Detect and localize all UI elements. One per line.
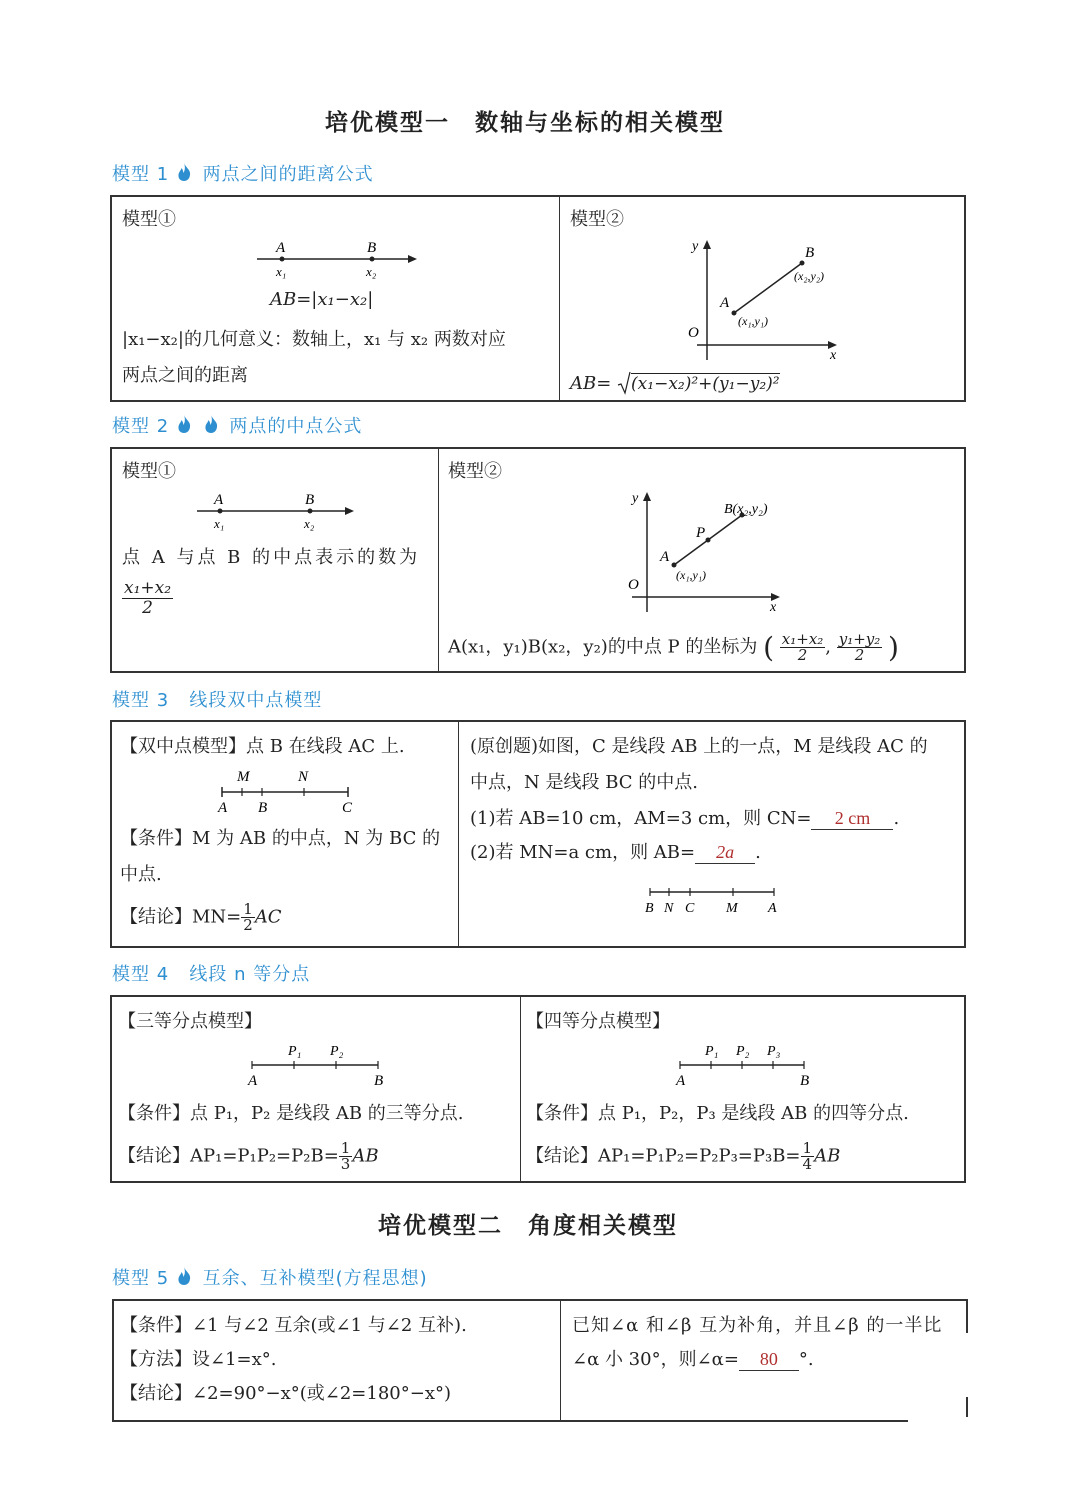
model-2-left-label: 模型① xyxy=(122,461,176,482)
model-3-title: 线段双中点模型 xyxy=(189,690,323,711)
model-1-right-label: 模型② xyxy=(570,209,624,230)
svg-text:A: A xyxy=(214,492,224,508)
svg-text:A: A xyxy=(660,549,670,565)
answer-blank-3[interactable]: 80 xyxy=(739,1349,799,1371)
svg-text:x₁: x₁ xyxy=(214,516,225,531)
svg-text:N: N xyxy=(298,769,309,785)
model-1-left-label: 模型① xyxy=(122,209,176,230)
segment-diagram xyxy=(212,766,362,816)
section-title-1: 培优模型一 数轴与坐标的相关模型 xyxy=(325,110,725,136)
svg-text:A: A xyxy=(218,800,228,816)
divider xyxy=(520,997,521,1181)
model-2-label: 模型 2 xyxy=(112,416,170,437)
model-3-box xyxy=(110,720,966,948)
model-4-label: 模型 4 xyxy=(112,964,170,985)
model-4-box xyxy=(110,995,966,1183)
model-5-label: 模型 5 xyxy=(112,1268,170,1289)
svg-text:C: C xyxy=(342,800,353,816)
answer-blank-2[interactable]: 2a xyxy=(695,842,755,864)
flame-icon xyxy=(176,1266,192,1291)
svg-text:B(x₂,y₂): B(x₂,y₂) xyxy=(724,502,768,517)
svg-text:(x₁,y₁): (x₁,y₁) xyxy=(676,568,706,582)
svg-text:A: A xyxy=(676,1073,686,1087)
svg-text:M: M xyxy=(726,901,738,916)
coordinate-diagram xyxy=(612,487,802,617)
divider xyxy=(438,449,439,671)
exercise-line-1: (原创题)如图，C 是线段 AB 上的一点，M 是线段 AC 的 xyxy=(470,736,928,757)
double-midpoint-condition-1: 【条件】M 为 AB 的中点，N 为 BC 的 xyxy=(120,828,441,849)
trisection-conclusion: 【结论】AP₁=P₁P₂=P₂B= $\frac{1}{3}$ AB xyxy=(118,1139,379,1173)
svg-text:B: B xyxy=(305,492,315,508)
angle-exercise-line-2: ∠α 小 30°，则∠α= 80 °. xyxy=(572,1349,814,1370)
trisection-condition: 【条件】点 P₁，P₂ 是线段 AB 的三等分点. xyxy=(118,1103,464,1124)
angle-exercise-line-1: 已知∠α 和∠β 互为补角，并且∠β 的一半比 xyxy=(572,1315,943,1336)
svg-text:M: M xyxy=(237,769,250,785)
right-border-top xyxy=(966,1301,968,1333)
bottom-border xyxy=(114,1420,908,1422)
flame-icon xyxy=(176,162,192,187)
svg-text:P₁: P₁ xyxy=(288,1044,302,1059)
x2-label: x₂ xyxy=(366,264,377,279)
model-5-heading xyxy=(112,1264,428,1291)
model-1-title: 两点之间的距离公式 xyxy=(202,164,374,185)
svg-text:(x₂,y₂): (x₂,y₂) xyxy=(794,269,824,283)
trisection-title: 【三等分点模型】 xyxy=(118,1011,262,1032)
quadrisection-title: 【四等分点模型】 xyxy=(526,1011,670,1032)
svg-text:P₃: P₃ xyxy=(767,1044,781,1059)
coordinate-diagram xyxy=(682,235,852,365)
double-midpoint-title: 【双中点模型】点 B 在线段 AC 上. xyxy=(120,736,405,757)
complement-condition: 【条件】∠1 与∠2 互余(或∠1 与∠2 互补). xyxy=(120,1315,467,1336)
svg-text:P₂: P₂ xyxy=(736,1044,750,1059)
exercise-segment-diagram xyxy=(640,880,780,920)
model-1-desc-2: 两点之间的距离 xyxy=(122,365,248,386)
svg-text:A: A xyxy=(768,901,777,916)
point-a-label: A xyxy=(276,240,286,256)
point-b-label: B xyxy=(367,240,377,256)
svg-text:P₂: P₂ xyxy=(330,1044,344,1059)
svg-text:y: y xyxy=(632,491,639,506)
svg-text:C: C xyxy=(685,901,695,916)
distance-formula: AB=|x₁−x₂| xyxy=(270,289,374,310)
model-4-heading xyxy=(112,960,310,986)
svg-text:B: B xyxy=(805,245,815,261)
model-5-box xyxy=(112,1299,968,1422)
divider xyxy=(559,197,560,400)
svg-text:A: A xyxy=(720,295,730,311)
model-1-label: 模型 1 xyxy=(112,164,170,185)
svg-text:x: x xyxy=(770,600,777,615)
trisection-diagram xyxy=(242,1035,392,1087)
midpoint-coordinate-text: A(x₁，y₁)B(x₂，y₂)的中点 P 的坐标为 ( $\frac{\text{x₁+x₂}}{2}$ , $\frac{\text{y₁+y₂}}{2}$ ) xyxy=(448,630,899,664)
svg-text:P₁: P₁ xyxy=(705,1044,719,1059)
svg-text:(x₁,y₁): (x₁,y₁) xyxy=(738,314,768,328)
flame-icon xyxy=(203,414,219,439)
distance-formula-2: AB= (x₁−x₂)²+(y₁−y₂)² xyxy=(570,373,780,394)
model-2-title: 两点的中点公式 xyxy=(229,416,363,437)
divider xyxy=(560,1301,561,1422)
quadrisection-diagram xyxy=(668,1035,818,1087)
model-1-box xyxy=(110,195,966,402)
x1-label: x₁ xyxy=(276,264,287,279)
answer-blank-1[interactable]: 2 cm xyxy=(811,808,893,830)
number-line-diagram xyxy=(192,489,362,535)
svg-text:x: x xyxy=(830,348,837,363)
midpoint-fraction: $\frac{\text{x₁+x₂}}{2}$ xyxy=(124,578,172,618)
double-midpoint-condition-2: 中点. xyxy=(120,864,162,885)
svg-text:B: B xyxy=(645,901,654,916)
svg-text:P: P xyxy=(696,525,706,541)
svg-text:B: B xyxy=(374,1073,384,1087)
model-5-title: 互余、互补模型(方程思想) xyxy=(202,1268,428,1289)
svg-text:O: O xyxy=(628,577,639,593)
exercise-question-1: (1)若 AB=10 cm，AM=3 cm，则 CN= 2 cm . xyxy=(470,808,900,829)
svg-text:N: N xyxy=(664,901,674,916)
quadrisection-condition: 【条件】点 P₁，P₂，P₃ 是线段 AB 的四等分点. xyxy=(526,1103,909,1124)
midpoint-desc: 点 A 与点 B 的中点表示的数为 xyxy=(122,547,421,568)
model-4-title: 线段 n 等分点 xyxy=(189,964,311,985)
double-midpoint-conclusion: 【结论】MN= $\frac{1}{2}$ AC xyxy=(120,900,282,934)
model-2-box xyxy=(110,447,966,673)
quadrisection-conclusion: 【结论】AP₁=P₁P₂=P₂P₃=P₃B= $\frac{1}{4}$ AB xyxy=(526,1139,841,1173)
complement-conclusion: 【结论】∠2=90°−x°(或∠2=180°−x°) xyxy=(120,1383,452,1404)
complement-method: 【方法】设∠1=x°. xyxy=(120,1349,277,1370)
svg-text:A: A xyxy=(248,1073,258,1087)
number-line-diagram xyxy=(252,237,422,283)
flame-icon xyxy=(176,414,192,439)
exercise-question-2: (2)若 MN=a cm，则 AB= 2a . xyxy=(470,842,761,863)
section-title-2: 培优模型二 角度相关模型 xyxy=(378,1213,678,1239)
svg-text:x₂: x₂ xyxy=(304,516,315,531)
model-2-right-label: 模型② xyxy=(448,461,502,482)
model-1-heading xyxy=(112,160,374,187)
divider xyxy=(458,722,459,946)
exercise-line-2: 中点，N 是线段 BC 的中点. xyxy=(470,772,698,793)
svg-text:y: y xyxy=(692,239,699,254)
model-3-label: 模型 3 xyxy=(112,690,170,711)
model-1-desc-1: |x₁−x₂|的几何意义：数轴上，x₁ 与 x₂ 两数对应 xyxy=(122,329,506,350)
right-border-bottom xyxy=(966,1397,968,1417)
svg-text:B: B xyxy=(800,1073,810,1087)
model-3-heading xyxy=(112,686,322,712)
svg-text:O: O xyxy=(688,325,699,341)
svg-text:B: B xyxy=(258,800,268,816)
model-2-heading xyxy=(112,412,362,439)
